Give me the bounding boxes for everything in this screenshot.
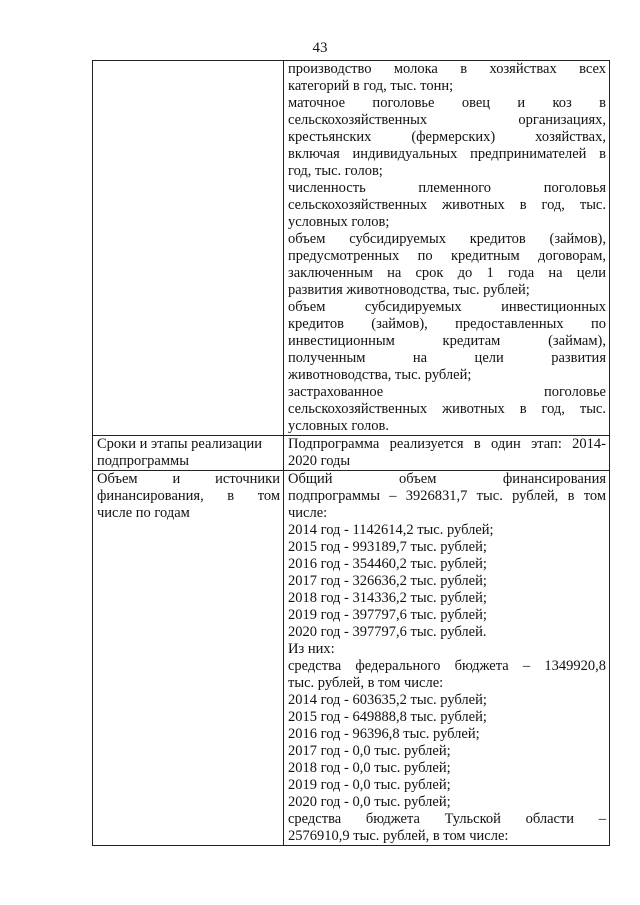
indicator-insured-livestock [288,384,606,435]
text-line: сельскохозяйственных животных в год, тыс. [288,197,606,213]
text-line: предусмотренных по кредитным договорам, [288,248,606,264]
financing-year-line: 2018 год - 314336,2 тыс. рублей; [288,590,487,606]
text-line: объем субсидируемых инвестиционных [288,299,606,315]
text-line: включая индивидуальных предпринимателей в [288,146,606,162]
text-line: условных голов; [288,214,390,230]
indicator-short-term-credits [288,231,606,299]
text-line: финансирования, в том [97,488,280,504]
text-line: условных голов. [288,418,389,434]
text-line: застрахованное поголовье [288,384,606,400]
text-line: инвестиционным кредитам (займам), [288,333,606,349]
indicator-milk-production [288,61,606,95]
terms-value-cell [284,436,610,471]
text-line: 2020 годы [288,453,351,469]
text-line: Сроки и этапы реализации [97,436,262,452]
text-line: производство молока в хозяйствах всех [288,61,606,77]
text-line: крестьянских (фермерских) хозяйствах, [288,129,606,145]
financing-year-line: 2014 год - 1142614,2 тыс. рублей; [288,522,494,538]
text-line: численность племенного поголовья [288,180,606,196]
page-number: 43 [312,40,328,56]
row-indicators [93,61,610,436]
indicators-value-cell [284,61,610,436]
text-line: сельскохозяйственных организациях, [288,112,606,128]
text-line: животноводства, тыс. рублей; [288,367,472,383]
text-line: развития животноводства, тыс. рублей; [288,282,530,298]
row-financing [93,471,610,846]
regional-budget-line: 2576910,9 тыс. рублей, в том числе: [288,828,509,844]
indicator-sheep-goats [288,95,606,180]
federal-budget-line: средства федерального бюджета – 1349920,8 [288,658,606,674]
row-terms [93,436,610,471]
financing-value-cell [284,471,610,846]
text-line: год, тыс. голов; [288,163,383,179]
federal-year-line: 2015 год - 649888,8 тыс. рублей; [288,709,487,725]
financing-year-line: 2015 год - 993189,7 тыс. рублей; [288,539,487,555]
text-line: маточное поголовье овец и коз в [288,95,606,111]
federal-budget-line: тыс. рублей, в том числе: [288,675,444,691]
text-line: категорий в год, тыс. тонн; [288,78,454,94]
indicator-breeding-livestock [288,180,606,231]
indicators-label-cell [93,61,284,436]
indicator-investment-credits [288,299,606,384]
text-line: кредитов (займов), предоставленных по [288,316,606,332]
text-line: Объем и источники [97,471,280,487]
text-line: полученным на цели развития [288,350,606,366]
text-line: заключенным на срок до 1 года на цели [288,265,606,281]
subprogram-passport-table [92,60,610,846]
financing-label-cell [93,471,284,846]
text-line: Из них: [288,641,335,657]
federal-year-line: 2017 год - 0,0 тыс. рублей; [288,743,451,759]
text-line: числе: [288,505,328,521]
regional-budget-line: средства бюджета Тульской области – [288,811,606,827]
text-line: сельскохозяйственных животных в год, тыс. [288,401,606,417]
financing-year-line: 2016 год - 354460,2 тыс. рублей; [288,556,487,572]
financing-year-line: 2020 год - 397797,6 тыс. рублей. [288,624,487,640]
text-line: объем субсидируемых кредитов (займов), [288,231,606,247]
federal-year-line: 2014 год - 603635,2 тыс. рублей; [288,692,487,708]
federal-year-line: 2016 год - 96396,8 тыс. рублей; [288,726,480,742]
financing-year-line: 2017 год - 326636,2 тыс. рублей; [288,573,487,589]
financing-year-line: 2019 год - 397797,6 тыс. рублей; [288,607,487,623]
federal-year-line: 2019 год - 0,0 тыс. рублей; [288,777,451,793]
terms-label-cell [93,436,284,471]
financing-total-line: подпрограммы – 3926831,7 тыс. рублей, в том [288,488,606,504]
text-line: числе по годам [97,505,190,521]
text-line: Подпрограмма реализуется в один этап: 2014- [288,436,606,452]
federal-year-line: 2018 год - 0,0 тыс. рублей; [288,760,451,776]
federal-year-line: 2020 год - 0,0 тыс. рублей; [288,794,451,810]
text-line: подпрограммы [97,453,189,469]
financing-total-line: Общий объем финансирования [288,471,606,487]
